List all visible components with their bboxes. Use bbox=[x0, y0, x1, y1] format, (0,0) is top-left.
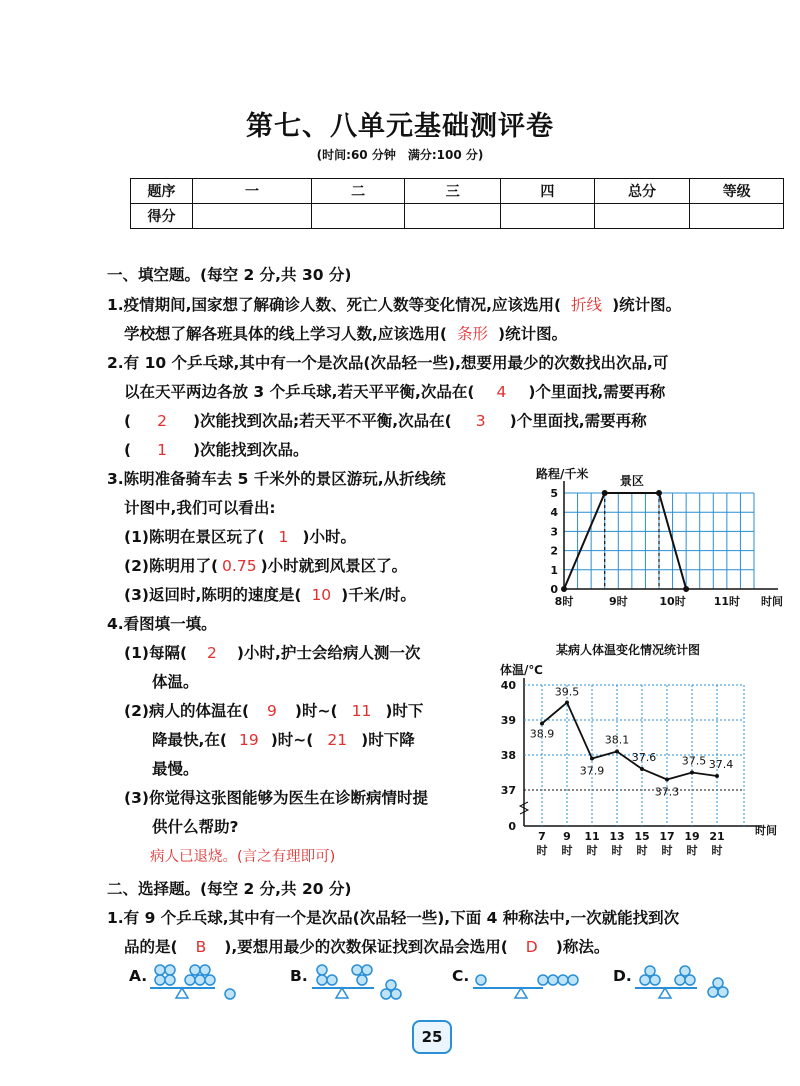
s2-q1-line2 bbox=[124, 937, 609, 957]
x-tick-unit-label: 时 bbox=[636, 844, 648, 857]
q4-text: )时下降 bbox=[361, 731, 415, 749]
q4-text: )时~( bbox=[294, 702, 338, 720]
distance-line bbox=[564, 493, 686, 589]
score-table-header-row bbox=[131, 179, 784, 204]
x-axis-title: 时间 bbox=[761, 595, 783, 608]
q3-sub3 bbox=[124, 585, 416, 605]
score-cell-empty bbox=[311, 204, 405, 229]
q2-text: ( bbox=[124, 412, 132, 430]
q1-text: )统计图。 bbox=[612, 296, 682, 314]
x-tick-label: 19 bbox=[684, 830, 700, 843]
answer-text: 2 bbox=[207, 644, 217, 662]
x-tick-label: 17 bbox=[659, 830, 675, 843]
score-table-cell: 二 bbox=[311, 179, 405, 204]
balance-illustration-c bbox=[473, 960, 583, 1004]
q4-sub2 bbox=[124, 701, 423, 721]
y-tick-label: 37 bbox=[500, 784, 516, 797]
data-label: 37.4 bbox=[708, 758, 734, 771]
x-axis-title: 时间 bbox=[755, 824, 777, 837]
score-cell-empty bbox=[594, 204, 690, 229]
x-tick-label: 11 bbox=[584, 830, 600, 843]
q4-sub3-cont: 供什么帮助? bbox=[152, 818, 239, 836]
score-cell-empty bbox=[405, 204, 501, 229]
y-tick-label: 3 bbox=[550, 525, 558, 539]
q1-line2 bbox=[124, 324, 567, 344]
section1-heading: 一、填空题。(每空 2 分,共 30 分) bbox=[107, 266, 352, 284]
x-tick-label: 10时 bbox=[659, 595, 686, 608]
answer-text: 4 bbox=[496, 383, 507, 401]
q4-sub1 bbox=[124, 643, 420, 663]
option-a-label: A. bbox=[129, 967, 148, 985]
y-axis-title: 体温/℃ bbox=[500, 663, 543, 677]
answer-text: 1 bbox=[157, 441, 167, 459]
q2-line1: 2.有 10 个乒乓球,其中有一个是次品(次品轻一些),想要用最少的次数找出次品,可 bbox=[107, 354, 669, 372]
data-point bbox=[565, 701, 569, 705]
x-tick-label: 9 bbox=[563, 830, 571, 843]
x-tick-label: 15 bbox=[634, 830, 650, 843]
s2-q1-text: ),要想用最少的次数保证找到次品会选用( bbox=[224, 938, 508, 956]
balance-illustration-a bbox=[150, 960, 240, 1004]
y-tick-label: 40 bbox=[500, 679, 516, 692]
distance-chart bbox=[530, 462, 790, 617]
q3-text: (2)陈明用了( bbox=[124, 557, 219, 575]
score-table-cell: 一 bbox=[193, 179, 312, 204]
score-table-cell: 总分 bbox=[594, 179, 690, 204]
y-tick-label: 38 bbox=[500, 749, 516, 762]
score-cell-empty bbox=[690, 204, 784, 229]
chart-title: 某病人体温变化情况统计图 bbox=[555, 643, 701, 657]
q3-text: (3)返回时,陈明的速度是( bbox=[124, 586, 302, 604]
q3-line1: 3.陈明准备骑车去 5 千米外的景区游玩,从折线统 bbox=[107, 470, 446, 488]
x-tick-unit-label: 时 bbox=[586, 844, 598, 857]
score-table-cell: 三 bbox=[405, 179, 501, 204]
answer-text: 1 bbox=[278, 528, 289, 546]
q4-sub3: (3)你觉得这张图能够为医生在诊断病情时提 bbox=[124, 789, 428, 807]
x-tick-unit-label: 时 bbox=[561, 844, 573, 857]
score-table bbox=[130, 178, 784, 229]
q3-text: (1)陈明在景区玩了( bbox=[124, 528, 265, 546]
option-d-label: D. bbox=[613, 967, 632, 985]
x-tick-label: 21 bbox=[709, 830, 725, 843]
data-label: 39.5 bbox=[554, 685, 580, 699]
data-point bbox=[615, 750, 619, 754]
q3-line2: 计图中,我们可以看出: bbox=[124, 499, 276, 517]
data-label: 38.9 bbox=[529, 727, 555, 741]
y-tick-label: 4 bbox=[550, 506, 558, 520]
y-tick-label: 1 bbox=[550, 563, 558, 577]
q1-line1 bbox=[107, 295, 681, 315]
x-tick-label: 11时 bbox=[713, 595, 741, 608]
axis-break bbox=[520, 802, 528, 814]
answer-text: B bbox=[195, 938, 207, 956]
answer-text: 病人已退烧。(言之有理即可) bbox=[150, 849, 336, 865]
answer-text: 11 bbox=[351, 702, 372, 720]
page-subtitle: (时间:60 分钟 满分:100 分) bbox=[316, 148, 484, 162]
y-axis-title: 路程/千米 bbox=[536, 467, 589, 481]
q4-sub2-cont2: 最慢。 bbox=[152, 760, 199, 778]
x-tick-label: 8时 bbox=[554, 595, 574, 608]
s2-q1-line1: 1.有 9 个乒乓球,其中有一个是次品(次品轻一些),下面 4 种称法中,一次就能找到次 bbox=[107, 909, 680, 927]
y-tick-label: 2 bbox=[550, 544, 558, 558]
q1-text: 1.疫情期间,国家想了解确诊人数、死亡人数等变化情况,应该选用( bbox=[107, 296, 562, 314]
x-tick-unit-label: 时 bbox=[686, 844, 698, 857]
answer-text: 0.75 bbox=[222, 557, 257, 575]
score-table-cell: 得分 bbox=[131, 204, 193, 229]
x-tick-unit-label: 时 bbox=[711, 844, 723, 857]
page-number: 25 bbox=[412, 1020, 452, 1054]
q3-text: )千米/时。 bbox=[341, 586, 416, 604]
y-tick-label: 0 bbox=[550, 583, 558, 596]
data-label: 37.9 bbox=[579, 764, 605, 778]
q3-sub2 bbox=[124, 556, 407, 576]
data-point bbox=[540, 722, 544, 726]
q2-line4 bbox=[124, 440, 309, 460]
score-table-cell: 题序 bbox=[131, 179, 193, 204]
data-point bbox=[640, 767, 644, 771]
q1-text: 学校想了解各班具体的线上学习人数,应该选用( bbox=[124, 325, 447, 343]
q2-text: )次能找到次品;若天平不平衡,次品在( bbox=[192, 412, 452, 430]
q4-text: (2)病人的体温在( bbox=[124, 702, 250, 720]
q3-sub1 bbox=[124, 527, 356, 547]
annotation-label: 景区 bbox=[619, 474, 644, 488]
balance-illustration-b bbox=[312, 960, 402, 1004]
q1-text: )统计图。 bbox=[498, 325, 568, 343]
s2-q1-text: 品的是( bbox=[124, 938, 178, 956]
answer-text: 19 bbox=[238, 731, 259, 749]
s2-q1-text: )称法。 bbox=[555, 938, 610, 956]
score-table-cell: 四 bbox=[501, 179, 595, 204]
answer-text: 3 bbox=[475, 412, 486, 430]
temperature-chart bbox=[488, 638, 788, 863]
score-cell-empty bbox=[501, 204, 595, 229]
option-b-label: B. bbox=[290, 967, 308, 985]
data-point bbox=[590, 757, 594, 761]
x-tick-label: 7 bbox=[538, 830, 546, 843]
q3-text: )小时就到风景区了。 bbox=[260, 557, 408, 575]
score-table-score-row bbox=[131, 204, 784, 229]
q2-line3 bbox=[124, 411, 647, 431]
q4-sub1-cont: 体温。 bbox=[152, 673, 199, 691]
answer-text: 9 bbox=[267, 702, 277, 720]
answer-text: 10 bbox=[311, 586, 332, 604]
x-tick-label: 9时 bbox=[608, 595, 628, 608]
q4-text: )小时,护士会给病人测一次 bbox=[236, 644, 421, 662]
page-title: 第七、八单元基础测评卷 bbox=[246, 111, 554, 142]
answer-text: D bbox=[525, 938, 538, 956]
q2-text: )个里面找,需要再称 bbox=[509, 412, 647, 430]
q3-text: )小时。 bbox=[302, 528, 357, 546]
data-point bbox=[665, 778, 669, 782]
y-tick-label: 5 bbox=[550, 487, 558, 500]
answer-text: 2 bbox=[157, 412, 167, 430]
q4-text: )时下 bbox=[385, 702, 424, 720]
y-tick-label: 0 bbox=[508, 820, 516, 833]
data-label: 38.1 bbox=[604, 733, 630, 747]
option-c-label: C. bbox=[452, 967, 470, 985]
x-tick-label: 13 bbox=[609, 830, 625, 843]
x-tick-unit-label: 时 bbox=[536, 844, 548, 857]
answer-text: 条形 bbox=[456, 325, 488, 343]
q4-text: (1)每隔( bbox=[124, 644, 188, 662]
data-point bbox=[602, 490, 608, 496]
data-label: 37.6 bbox=[631, 751, 657, 764]
q2-text: ( bbox=[124, 441, 132, 459]
q2-text: )个里面找,需要再称 bbox=[528, 383, 666, 401]
x-tick-unit-label: 时 bbox=[611, 844, 623, 857]
data-point bbox=[683, 586, 689, 592]
score-table-cell: 等级 bbox=[690, 179, 784, 204]
x-tick-unit-label: 时 bbox=[661, 844, 673, 857]
q4-sub2-cont bbox=[152, 730, 415, 750]
data-point bbox=[561, 586, 567, 592]
q4-text: )时~( bbox=[270, 731, 314, 749]
data-point bbox=[690, 771, 694, 775]
data-point bbox=[715, 774, 719, 778]
q2-text: )次能找到次品。 bbox=[192, 441, 309, 459]
balance-illustration-d bbox=[635, 960, 730, 1004]
q2-line2 bbox=[124, 382, 665, 402]
answer-text: 21 bbox=[327, 731, 348, 749]
answer-text: 折线 bbox=[571, 296, 603, 314]
q4-text: 降最快,在( bbox=[152, 731, 227, 749]
q4-line1: 4.看图填一填。 bbox=[107, 615, 217, 633]
y-tick-label: 39 bbox=[500, 714, 516, 727]
data-label: 37.5 bbox=[681, 754, 707, 768]
data-point bbox=[656, 490, 662, 496]
section2-heading: 二、选择题。(每空 2 分,共 20 分) bbox=[107, 880, 352, 898]
data-label: 37.3 bbox=[654, 785, 680, 799]
q2-text: 以在天平两边各放 3 个乒乓球,若天平平衡,次品在( bbox=[124, 383, 475, 401]
temperature-line bbox=[542, 703, 717, 780]
score-cell-empty bbox=[193, 204, 312, 229]
